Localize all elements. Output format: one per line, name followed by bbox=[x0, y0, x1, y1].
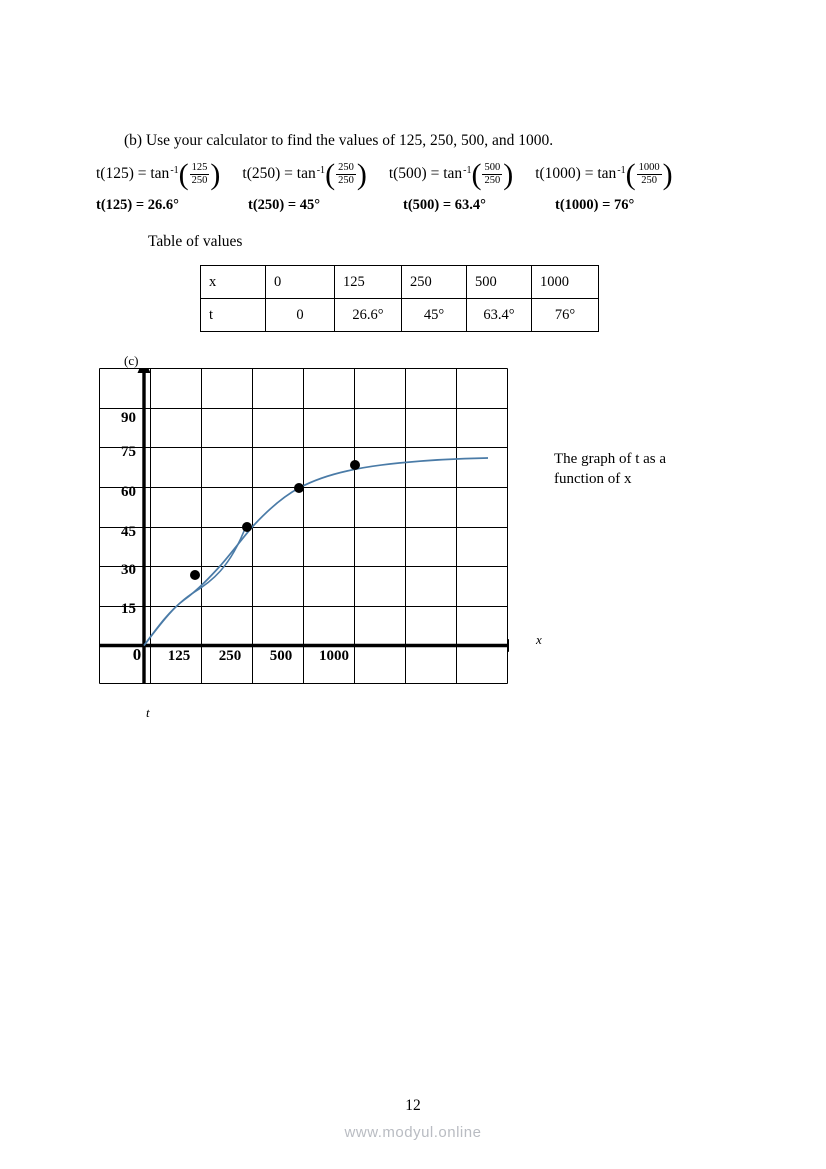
formula-t500-fn: tan bbox=[443, 165, 463, 183]
y-tick-45: 45 bbox=[121, 524, 136, 540]
formula-t500-fraction bbox=[481, 162, 503, 187]
answer-t500: t(500) = 63.4° bbox=[403, 197, 486, 213]
formula-t125-numerator: 125 bbox=[191, 162, 208, 173]
formula-t1000-exponent: -1 bbox=[617, 164, 626, 176]
data-point-1000 bbox=[350, 460, 360, 470]
y-tick-30: 30 bbox=[121, 562, 136, 578]
formula-t1000-fn: tan bbox=[597, 165, 617, 183]
formula-t250-lhs: t(250) = bbox=[242, 165, 293, 183]
curve-segment-a bbox=[144, 526, 246, 646]
table-cell-t-125: 26.6° bbox=[335, 299, 402, 332]
formula-t250-denominator: 250 bbox=[338, 174, 354, 186]
part-c-marker: (c) bbox=[124, 353, 139, 368]
graph-caption-line2: function of x bbox=[554, 470, 632, 487]
answers-row bbox=[96, 197, 634, 214]
graph-figure bbox=[99, 368, 509, 684]
part-b-statement bbox=[124, 132, 553, 150]
table-cell-x-0: 0 bbox=[266, 266, 335, 299]
table-cell-t-500: 63.4° bbox=[467, 299, 532, 332]
answer-t250: t(250) = 45° bbox=[248, 197, 321, 213]
data-point-500 bbox=[294, 483, 304, 493]
formula-t125-denominator: 250 bbox=[191, 174, 208, 186]
data-point-250 bbox=[242, 522, 252, 532]
formula-t1000-lhs: t(1000) = bbox=[535, 165, 594, 183]
x-tick-250: 250 bbox=[218, 648, 242, 664]
y-tick-90: 90 bbox=[121, 410, 136, 426]
formula-t500-numerator: 500 bbox=[484, 162, 501, 173]
part-b-marker: (b) bbox=[124, 132, 143, 149]
formula-t500-exponent: -1 bbox=[463, 164, 472, 176]
table-cell-x-500: 500 bbox=[467, 266, 532, 299]
page-number: 12 bbox=[405, 1097, 421, 1114]
formula-row bbox=[96, 158, 673, 192]
formula-t125-exponent: -1 bbox=[170, 164, 179, 176]
formula-t500-denominator: 250 bbox=[484, 174, 501, 186]
formula-t250-fn: tan bbox=[296, 165, 316, 183]
y-axis-arrow-up bbox=[138, 368, 151, 373]
table-row-header-t: t bbox=[201, 299, 266, 332]
graph-caption bbox=[554, 450, 734, 490]
graph-caption-line1: The graph of t as a bbox=[554, 451, 667, 467]
x-tick-500: 500 bbox=[269, 648, 293, 664]
table-row bbox=[201, 266, 599, 299]
y-tick-60: 60 bbox=[121, 484, 136, 500]
formula-t250: t(250) = tan -1 ( $\frac{250}{250}$ ) bbox=[242, 158, 367, 192]
formula-t500: t(500) = tan -1 ( $\frac{500}{250}$ ) bbox=[388, 158, 514, 192]
graph-grid bbox=[99, 368, 509, 684]
table-cell-x-1000: 1000 bbox=[532, 266, 599, 299]
formula-t125-lhs: t(125) = bbox=[96, 165, 147, 183]
table-cell-x-250: 250 bbox=[402, 266, 467, 299]
table-cell-t-1000: 76° bbox=[532, 299, 599, 332]
table-cell-x-125: 125 bbox=[335, 266, 402, 299]
x-tick-125: 125 bbox=[167, 648, 191, 664]
x-axis-name: x bbox=[536, 632, 542, 647]
formula-t250-exponent: -1 bbox=[316, 164, 326, 176]
watermark: www.modyul.online bbox=[344, 1124, 482, 1141]
y-tick-15: 15 bbox=[121, 601, 136, 617]
y-axis-name: t bbox=[146, 705, 150, 720]
formula-t1000-fraction bbox=[636, 162, 663, 187]
formula-t125: t(125) = tan -1 ( $\frac{125}{250}$ ) bbox=[96, 158, 221, 192]
formula-t125-fraction bbox=[189, 162, 211, 187]
table-of-values-caption: Table of values bbox=[148, 233, 243, 250]
table-row-header-x: x bbox=[201, 266, 266, 299]
formula-t250-numerator: 250 bbox=[338, 162, 354, 173]
table-cell-t-250: 45° bbox=[402, 299, 467, 332]
y-tick-75: 75 bbox=[121, 444, 136, 460]
formula-t125-fn: tan bbox=[150, 165, 170, 183]
data-point-125 bbox=[190, 570, 200, 580]
x-axis-arrow-right bbox=[508, 639, 509, 652]
formula-t1000: t(1000) = tan -1 ( $\frac{1000}{250}$ ) bbox=[535, 158, 673, 192]
x-tick-1000: 1000 bbox=[319, 648, 349, 664]
formula-t1000-denominator: 250 bbox=[641, 174, 657, 186]
answer-t125: t(125) = 26.6° bbox=[96, 197, 179, 213]
table-row bbox=[201, 299, 599, 332]
formula-t1000-numerator: 1000 bbox=[638, 162, 660, 173]
answer-t1000: t(1000) = 76° bbox=[555, 197, 635, 213]
origin-label: 0 bbox=[132, 645, 142, 664]
formula-t500-lhs: t(500) = bbox=[388, 165, 440, 183]
axes bbox=[99, 368, 509, 684]
part-b-text: Use your calculator to find the values of 125, 250, 500, and 1000. bbox=[145, 132, 554, 149]
formula-t250-fraction bbox=[335, 162, 357, 187]
graph-curve bbox=[144, 458, 488, 646]
table-cell-t-0: 0 bbox=[266, 299, 335, 332]
table-of-values bbox=[200, 265, 599, 332]
